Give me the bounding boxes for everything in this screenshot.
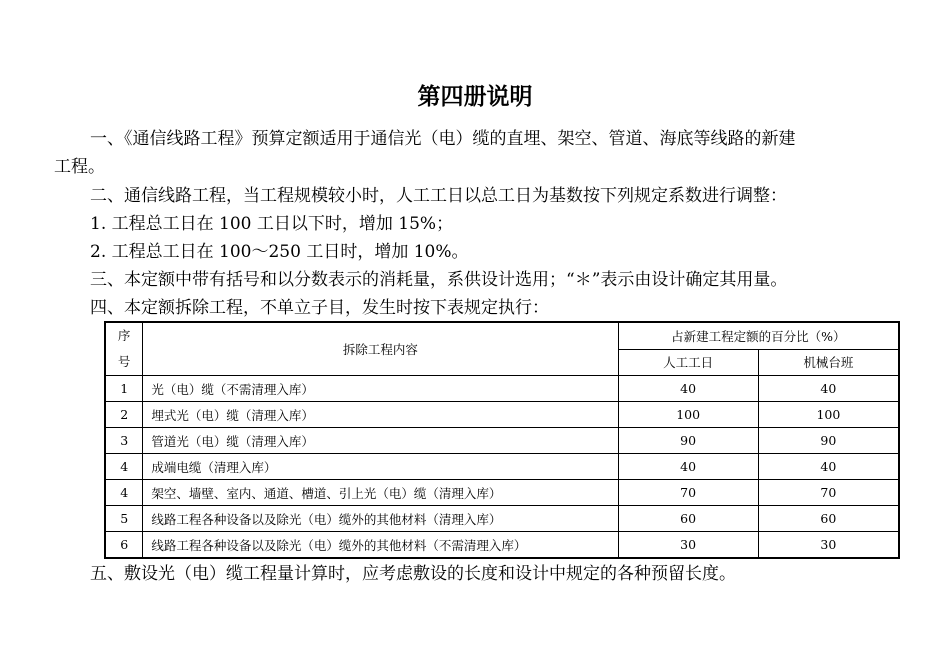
paragraph-4: 四、本定额拆除工程，不单立子目，发生时按下表规定执行： — [90, 298, 549, 318]
table-header-percent: 占新建工程定额的百分比（%） — [618, 322, 899, 349]
row-machine: 40 — [758, 454, 899, 480]
row-seq: 1 — [105, 376, 143, 402]
paragraph-3: 三、本定额中带有括号和以分数表示的消耗量，系供设计选用；“＊”表示由设计确定其用量。 — [90, 270, 788, 290]
paragraph-2: 二、通信线路工程，当工程规模较小时，人工工日以总工日为基数按下列规定系数进行调整： — [90, 186, 787, 206]
row-content: 埋式光（电）缆（清理入库） — [143, 402, 618, 428]
table-header-machine: 机械台班 — [758, 349, 899, 376]
row-labor: 100 — [618, 402, 758, 428]
row-labor: 60 — [618, 506, 758, 532]
table-row — [105, 376, 899, 402]
table-header-seq-bottom: 号 — [117, 354, 131, 369]
row-seq: 4 — [105, 480, 143, 506]
row-machine: 60 — [758, 506, 899, 532]
row-content: 管道光（电）缆（清理入库） — [143, 428, 618, 454]
row-content: 线路工程各种设备以及除光（电）缆外的其他材料（不需清理入库） — [143, 532, 618, 559]
table-row — [105, 402, 899, 428]
row-content: 成端电缆（清理入库） — [143, 454, 618, 480]
row-labor: 40 — [618, 454, 758, 480]
paragraph-2-item-2: 2. 工程总工日在 100～250 工日时，增加 10%。 — [90, 242, 469, 262]
row-seq: 6 — [105, 532, 143, 559]
row-machine: 30 — [758, 532, 899, 559]
row-seq: 2 — [105, 402, 143, 428]
paragraph-1-line-2: 工程。 — [54, 157, 105, 177]
row-labor: 30 — [618, 532, 758, 559]
table-row — [105, 480, 899, 506]
row-seq: 5 — [105, 506, 143, 532]
table-row — [105, 532, 899, 559]
row-content: 光（电）缆（不需清理入库） — [143, 376, 618, 402]
table-header-content: 拆除工程内容 — [143, 322, 618, 376]
paragraph-5: 五、敷设光（电）缆工程量计算时，应考虑敷设的长度和设计中规定的各种预留长度。 — [90, 564, 736, 584]
paragraph-2-item-1: 1. 工程总工日在 100 工日以下时，增加 15%； — [90, 214, 454, 234]
row-content: 架空、墙壁、室内、通道、槽道、引上光（电）缆（清理入库） — [143, 480, 618, 506]
row-labor: 90 — [618, 428, 758, 454]
table-row — [105, 454, 899, 480]
table-header-labor: 人工工日 — [618, 349, 758, 376]
row-content: 线路工程各种设备以及除光（电）缆外的其他材料（清理入库） — [143, 506, 618, 532]
row-seq: 3 — [105, 428, 143, 454]
table-row — [105, 506, 899, 532]
table-header-seq — [105, 322, 143, 376]
row-machine: 100 — [758, 402, 899, 428]
paragraph-1-line-1: 一、《通信线路工程》预算定额适用于通信光（电）缆的直埋、架空、管道、海底等线路的新建 — [90, 129, 796, 149]
row-labor: 40 — [618, 376, 758, 402]
row-labor: 70 — [618, 480, 758, 506]
row-machine: 90 — [758, 428, 899, 454]
row-machine: 40 — [758, 376, 899, 402]
document-title: 第四册说明 — [417, 84, 533, 110]
demolition-table — [104, 321, 900, 559]
table-row — [105, 428, 899, 454]
row-seq: 4 — [105, 454, 143, 480]
table-header-seq-top: 序 — [117, 328, 131, 343]
row-machine: 70 — [758, 480, 899, 506]
